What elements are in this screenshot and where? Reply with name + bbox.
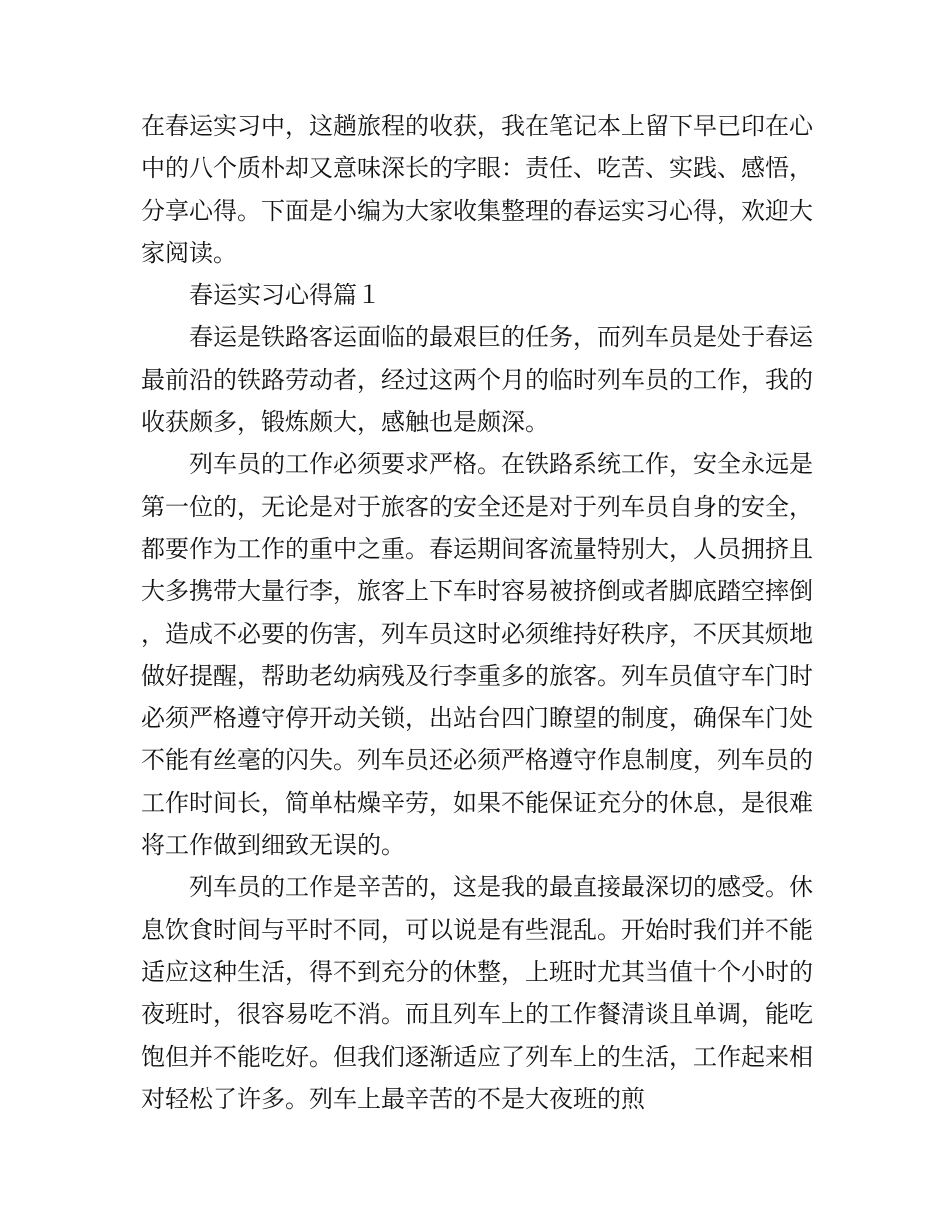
- body-paragraph: 列车员的工作必须要求严格。在铁路系统工作，安全永远是第一位的，无论是对于旅客的安全还是对于列车员自身的安全，都要作为工作的重中之重。春运期间客流量特别大，人员拥挤且大多携带大量行李，旅客上下车时容易被挤倒或者脚底踏空摔倒，造成不必要的伤害，列车员这时必须维持好秩序，不厌其烦地做好提醒，帮助老幼病残及行李重多的旅客。列车员值守车门时必须严格遵守停开动关锁，出站台四门瞭望的制度，确保车门处不能有丝毫的闪失。列车员还必须严格遵守作息制度，列车员的工作时间长，简单枯燥辛劳，如果不能保证充分的休息，是很难将工作做到细致无误的。: [141, 450, 813, 860]
- body-paragraph: 列车员的工作是辛苦的，这是我的最直接最深切的感受。休息饮食时间与平时不同，可以说是有些混乱。开始时我们并不能适应这种生活，得不到充分的休整，上班时尤其当值十个小时的夜班时，很容易吃不消。而且列车上的工作餐清谈且单调，能吃饱但并不能吃好。但我们逐渐适应了列车上的生活，工作起来相对轻松了许多。列车上最辛苦的不是大夜班的煎: [141, 873, 813, 1113]
- section-heading: 春运实习心得篇１: [189, 281, 381, 310]
- body-paragraph: 春运是铁路客运面临的最艰巨的任务，而列车员是处于春运最前沿的铁路劳动者，经过这两个月的临时列车员的工作，我的收获颇多，锻炼颇大，感触也是颇深。: [141, 323, 813, 437]
- document-body: [141, 105, 813, 1120]
- intro-paragraph: 在春运实习中，这趟旅程的收获，我在笔记本上留下早已印在心中的八个质朴却又意味深长的字眼：责任、吃苦、实践、感悟，分享心得。下面是小编为大家收集整理的春运实习心得，欢迎大家阅读。: [141, 112, 813, 267]
